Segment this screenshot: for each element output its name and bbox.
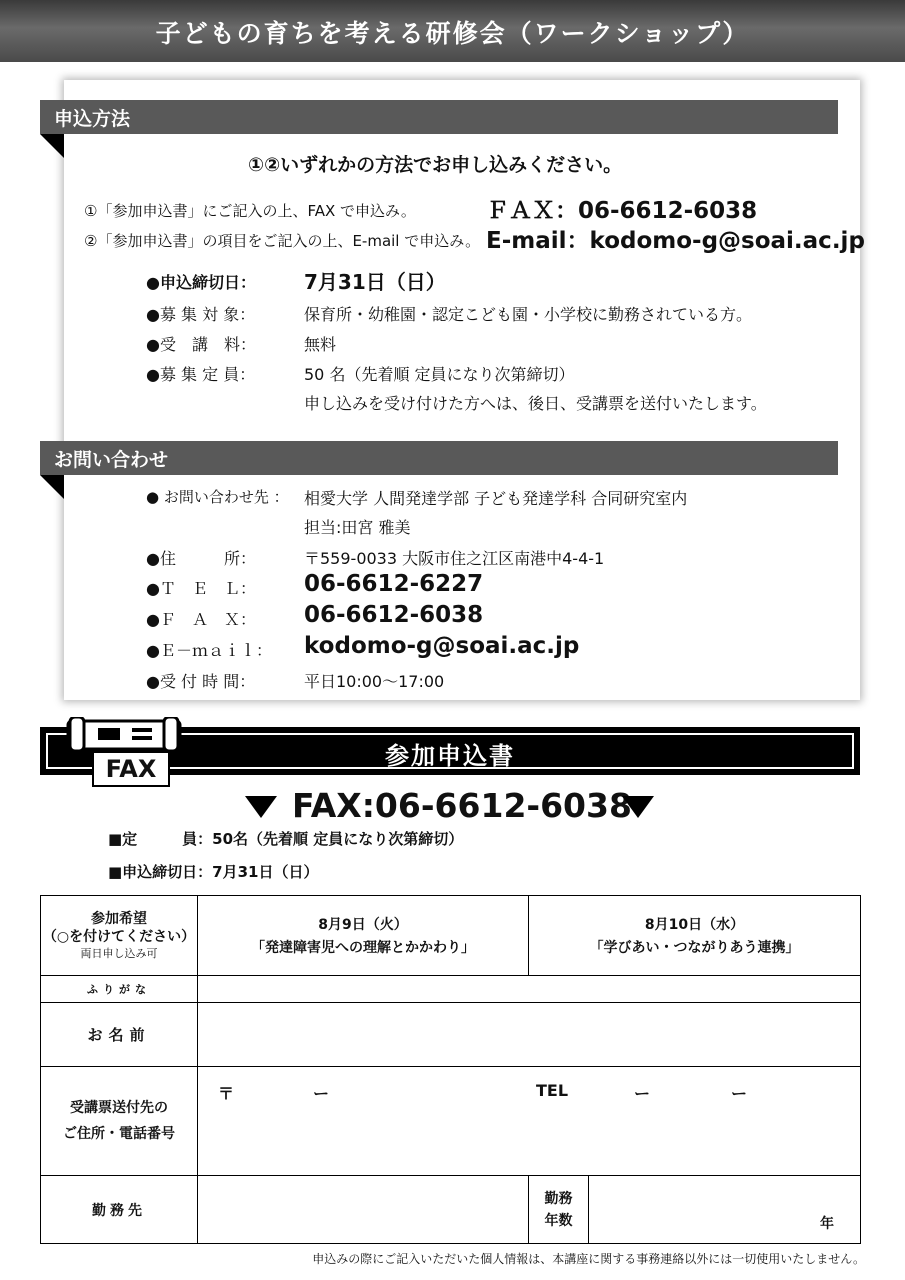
privacy-note: 申込みの際にご記入いただいた個人情報は、本講座に関する事務連絡以外には一切使用いたしません。 — [312, 1252, 865, 1266]
day2-cell[interactable] — [529, 896, 861, 976]
postal-dash: ー — [313, 1084, 330, 1103]
day1-cell[interactable] — [198, 896, 529, 976]
form-fax-number: FAX:06-6612-6038 — [292, 786, 632, 825]
address-label: ●住 所： — [146, 549, 256, 568]
table-row-workplace — [41, 1176, 861, 1244]
address-value: 〒559-0033 大阪市住之江区南港中4-4-1 — [304, 549, 605, 568]
hours-label: ●受 付 時 間： — [146, 672, 256, 691]
section-header-contact — [40, 441, 838, 475]
day1-title: 「発達障害児への理解とかかわり」 — [251, 939, 475, 956]
name-label: お名前 — [41, 1003, 198, 1067]
participation-label: 参加希望 — [91, 910, 147, 927]
contact-person: 担当:田宮 雅美 — [304, 518, 411, 537]
participation-label-cell — [41, 896, 198, 976]
table-row-furigana — [41, 976, 861, 1003]
fee-value: 無料 — [304, 335, 337, 354]
furigana-field[interactable] — [198, 976, 861, 1003]
year-unit: 年 — [820, 1215, 834, 1232]
application-form-table — [40, 895, 861, 1244]
table-row-participation — [41, 896, 861, 976]
email-label: ●Ｅ－ｍａｉｌ： — [146, 641, 272, 660]
method-2: ②「参加申込書」の項目をご記入の上、E-mail で申込み。 — [84, 232, 481, 250]
name-field[interactable] — [198, 1003, 861, 1067]
capacity-value: 50 名（先着順 定員になり次第締切） — [304, 365, 575, 384]
target-label: ●募 集 対 象： — [146, 305, 256, 324]
form-deadline: ■申込締切日：7月31日（日） — [108, 863, 319, 881]
table-row-name — [41, 1003, 861, 1067]
section-title: 申込方法 — [54, 108, 131, 130]
tel-label: ●Ｔ Ｅ Ｌ： — [146, 579, 256, 598]
capacity-label: ●募 集 定 員： — [146, 365, 256, 384]
fax-contact: ＦＡＸ：06-6612-6038 — [486, 198, 758, 224]
tel-field-label: TEL — [536, 1081, 569, 1100]
hours-value: 平日10:00〜17:00 — [304, 672, 445, 691]
deadline-value: 7月31日（日） — [304, 270, 446, 294]
deadline-label: ●申込締切日： — [146, 273, 256, 292]
fax-badge: FAX — [92, 751, 170, 787]
section-corner — [40, 475, 64, 499]
years-label-1: 勤務 — [544, 1190, 573, 1207]
email-contact: E-mail：kodomo-g@soai.ac.jp — [486, 228, 865, 254]
fax-value: 06-6612-6038 — [304, 602, 484, 628]
postal-mark: 〒 — [218, 1084, 235, 1103]
contact-org-value: 相愛大学 人間発達学部 子ども発達学科 合同研究室内 — [304, 489, 688, 508]
address-label-2: ご住所・電話番号 — [63, 1126, 175, 1142]
method-1: ①「参加申込書」にご記入の上、FAX で申込み。 — [84, 202, 416, 220]
email-value: kodomo-g@soai.ac.jp — [304, 633, 580, 659]
day1-date: 8月9日（火） — [318, 916, 408, 933]
target-value: 保育所・幼稚園・認定こども園・小学校に勤務されている方。 — [304, 305, 753, 324]
address-label-1: 受講票送付先の — [70, 1100, 168, 1116]
fee-label: ●受 講 料： — [146, 335, 256, 354]
arrow-down-icon — [245, 796, 277, 818]
years-label-2: 年数 — [544, 1212, 573, 1229]
table-row-address — [41, 1067, 861, 1176]
form-capacity: ■定 員：50名（先着順 定員になり次第締切） — [108, 830, 464, 848]
workplace-field[interactable] — [198, 1176, 529, 1244]
workplace-label: 勤務先 — [41, 1176, 198, 1244]
section-corner — [40, 134, 64, 158]
years-label-cell — [529, 1176, 589, 1244]
day2-date: 8月10日（水） — [644, 916, 745, 933]
furigana-label: ふりがな — [41, 976, 198, 1003]
participation-sub: （○を付けてください） — [42, 928, 196, 945]
tel-value: 06-6612-6227 — [304, 571, 484, 597]
years-field[interactable] — [589, 1176, 861, 1244]
address-label-cell — [41, 1067, 198, 1176]
day2-title: 「学びあい・つながりあう連携」 — [589, 939, 800, 956]
fax-label: ●Ｆ Ａ Ｘ： — [146, 610, 256, 629]
form-title: 参加申込書 — [385, 742, 515, 770]
apply-lead: ①②いずれかの方法でお申し込みください。 — [248, 154, 623, 176]
arrow-down-icon — [622, 796, 654, 818]
page-title: 子どもの育ちを考える研修会（ワークショップ） — [155, 19, 750, 48]
contact-org-label: ● お問い合わせ先 ： — [146, 488, 289, 506]
section-header-apply — [40, 100, 838, 134]
apply-note: 申し込みを受け付けた方へは、後日、受講票を送付いたします。 — [304, 394, 767, 413]
section-title: お問い合わせ — [54, 449, 169, 471]
tel-dash-2: ー — [731, 1084, 748, 1103]
tel-dash-1: ー — [634, 1084, 651, 1103]
participation-note: 両日申し込み可 — [80, 946, 158, 960]
address-field[interactable] — [198, 1067, 861, 1176]
